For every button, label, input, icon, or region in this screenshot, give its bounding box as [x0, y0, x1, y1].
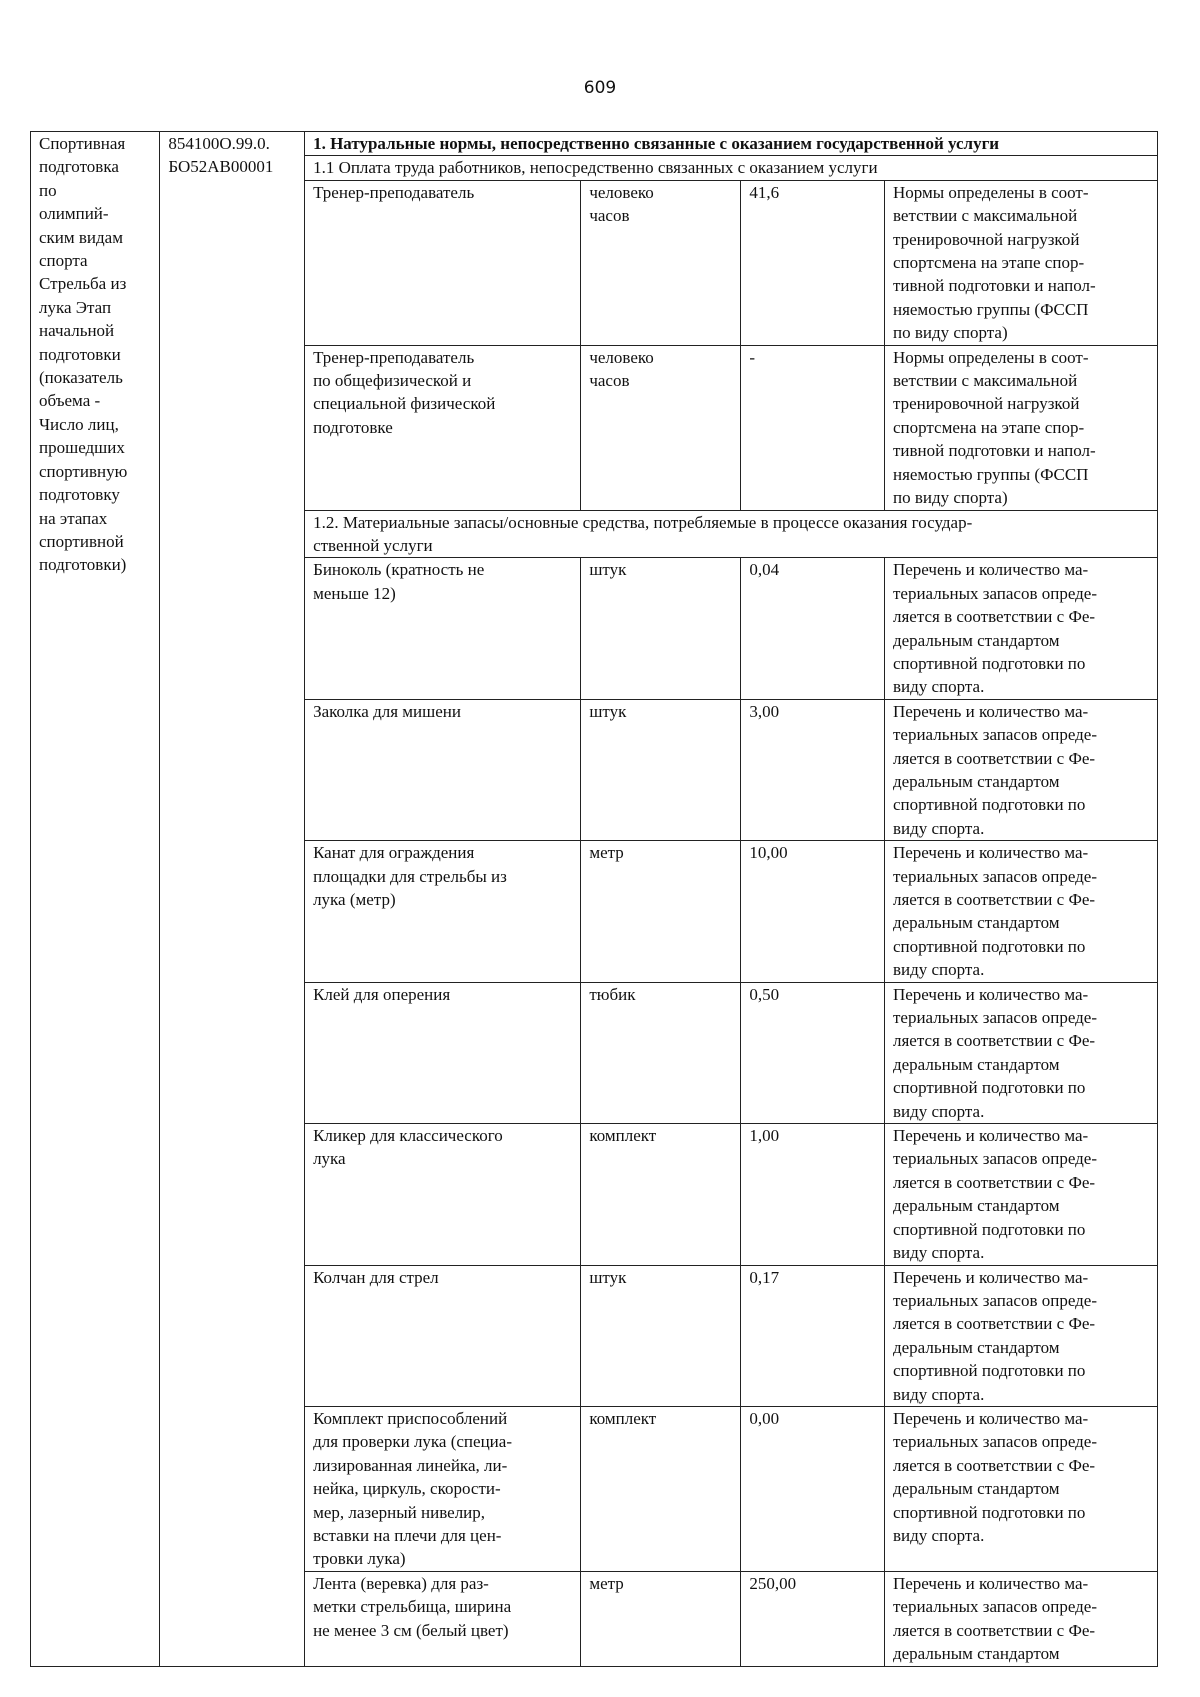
item-name: Биноколь (кратность не меньше 12)	[305, 558, 581, 699]
item-note: Перечень и количество ма- териальных запасов опреде- ляется в соответствии с Фе- деральным стандартом спортивной подготовки по виду спорта.	[884, 1406, 1157, 1571]
item-name: Колчан для стрел	[305, 1265, 581, 1406]
norms-table	[30, 131, 1158, 1667]
item-unit: тюбик	[581, 982, 741, 1123]
item-note: Нормы определены в соот- ветствии с максимальной тренировочной нагрузкой спортсмена на этапе спор- тивной подготовки и напол- няемостью группы (ФССП по виду спорта)	[884, 180, 1157, 345]
item-note: Перечень и количество ма- териальных запасов опреде- ляется в соответствии с Фе- деральным стандартом спортивной подготовки по виду спорта.	[884, 982, 1157, 1123]
item-name: Заколка для мишени	[305, 699, 581, 840]
item-name: Клей для оперения	[305, 982, 581, 1123]
item-value: 250,00	[741, 1571, 885, 1666]
item-value: 3,00	[741, 699, 885, 840]
item-note: Нормы определены в соот- ветствии с максимальной тренировочной нагрузкой спортсмена на этапе спор- тивной подготовки и напол- няемостью группы (ФССП по виду спорта)	[884, 345, 1157, 510]
item-note: Перечень и количество ма- териальных запасов опреде- ляется в соответствии с Фе- деральным стандартом спортивной подготовки по виду спорта.	[884, 841, 1157, 982]
item-name: Тренер-преподаватель по общефизической и специальной физической подготовке	[305, 345, 581, 510]
item-note: Перечень и количество ма- териальных запасов опреде- ляется в соответствии с Фе- деральным стандартом	[884, 1571, 1157, 1666]
item-value: -	[741, 345, 885, 510]
item-note: Перечень и количество ма- териальных запасов опреде- ляется в соответствии с Фе- деральным стандартом спортивной подготовки по виду спорта.	[884, 1265, 1157, 1406]
section-1-2-title: 1.2. Материальные запасы/основные средства, потребляемые в процессе оказания государ- ственной услуги	[305, 510, 1158, 558]
item-name: Комплект приспособлений для проверки лука (специа- лизированная линейка, ли- нейка, циркуль, скорости- мер, лазерный нивелир, вставки на плечи для цен- тровки лука)	[305, 1406, 581, 1571]
item-note: Перечень и количество ма- териальных запасов опреде- ляется в соответствии с Фе- деральным стандартом спортивной подготовки по виду спорта.	[884, 699, 1157, 840]
item-note: Перечень и количество ма- териальных запасов опреде- ляется в соответствии с Фе- деральным стандартом спортивной подготовки по виду спорта.	[884, 558, 1157, 699]
item-name: Канат для ограждения площадки для стрельбы из лука (метр)	[305, 841, 581, 982]
item-value: 0,04	[741, 558, 885, 699]
item-value: 0,00	[741, 1406, 885, 1571]
item-unit: штук	[581, 558, 741, 699]
item-name: Кликер для классического лука	[305, 1124, 581, 1265]
item-value: 41,6	[741, 180, 885, 345]
item-unit: метр	[581, 1571, 741, 1666]
item-unit: человеко часов	[581, 345, 741, 510]
service-name-cell: Спортивная подготовка по олимпий- ским видам спорта Стрельба из лука Этап начальной подготовки (показатель объема - Число лиц, прошедших спортивную подготовку на этапах спортивной подготовки)	[31, 132, 160, 1667]
item-value: 1,00	[741, 1124, 885, 1265]
item-unit: комплект	[581, 1124, 741, 1265]
item-unit: человеко часов	[581, 180, 741, 345]
item-unit: штук	[581, 1265, 741, 1406]
item-name: Лента (веревка) для раз- метки стрельбища, ширина не менее 3 см (белый цвет)	[305, 1571, 581, 1666]
item-unit: метр	[581, 841, 741, 982]
item-unit: комплект	[581, 1406, 741, 1571]
item-unit: штук	[581, 699, 741, 840]
section-1-1-title: 1.1 Оплата труда работников, непосредственно связанных с оказанием услуги	[305, 156, 1158, 180]
service-code-cell: 854100О.99.0. БО52АВ00001	[160, 132, 305, 1667]
page-number: 609	[583, 78, 617, 98]
item-value: 0,17	[741, 1265, 885, 1406]
item-value: 10,00	[741, 841, 885, 982]
section-1-row	[31, 132, 1158, 156]
item-value: 0,50	[741, 982, 885, 1123]
item-note: Перечень и количество ма- териальных запасов опреде- ляется в соответствии с Фе- деральным стандартом спортивной подготовки по виду спорта.	[884, 1124, 1157, 1265]
section-1-title: 1. Натуральные нормы, непосредственно связанные с оказанием государственной услуги	[305, 132, 1158, 156]
item-name: Тренер-преподаватель	[305, 180, 581, 345]
